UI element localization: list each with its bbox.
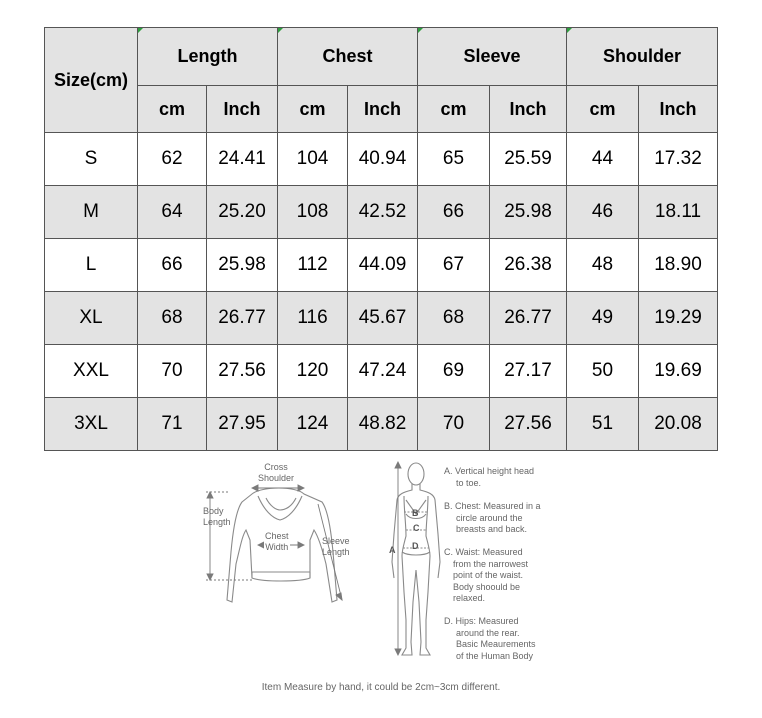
measurement-cell: 65 xyxy=(418,133,490,186)
measurement-cell: 71 xyxy=(138,398,207,451)
sleeve-header: Sleeve xyxy=(418,28,567,86)
measurement-cell: 108 xyxy=(278,186,348,239)
measurement-illustration xyxy=(0,452,762,682)
measurement-cell: 51 xyxy=(567,398,639,451)
measurement-cell: 25.20 xyxy=(207,186,278,239)
size-chart-table xyxy=(44,27,718,451)
measurement-cell: 42.52 xyxy=(348,186,418,239)
marker-c: C xyxy=(413,523,420,533)
height-measure-line xyxy=(395,462,401,655)
table-row xyxy=(45,186,718,239)
sleeve-length-label: Sleeve Length xyxy=(322,536,350,557)
body-length-label: Body Length xyxy=(203,506,231,527)
measurement-cell: 70 xyxy=(418,398,490,451)
table-row xyxy=(45,398,718,451)
length-header: Length xyxy=(138,28,278,86)
measurement-cell: 124 xyxy=(278,398,348,451)
unit-header: cm xyxy=(138,86,207,133)
measurement-cell: 104 xyxy=(278,133,348,186)
marker-a: A xyxy=(389,545,396,555)
size-cell: XL xyxy=(45,292,138,345)
measurement-cell: 19.69 xyxy=(639,345,718,398)
measurement-cell: 68 xyxy=(138,292,207,345)
measurement-cell: 27.56 xyxy=(490,398,567,451)
measurement-cell: 112 xyxy=(278,239,348,292)
chest-description: B. Chest: Measured in a circle around the breasts and back. xyxy=(444,501,541,534)
chest-header: Chest xyxy=(278,28,418,86)
unit-header: cm xyxy=(278,86,348,133)
human-body-drawing xyxy=(392,463,440,655)
table-row xyxy=(45,239,718,292)
measurement-guide xyxy=(0,452,762,718)
measurement-cell: 26.38 xyxy=(490,239,567,292)
measurement-cell: 69 xyxy=(418,345,490,398)
shoulder-header: Shoulder xyxy=(567,28,718,86)
measurement-cell: 68 xyxy=(418,292,490,345)
unit-header: cm xyxy=(567,86,639,133)
measurement-cell: 20.08 xyxy=(639,398,718,451)
measurement-cell: 25.98 xyxy=(207,239,278,292)
marker-b: B xyxy=(412,508,419,518)
cross-shoulder-label: Cross Shoulder xyxy=(258,462,295,483)
table-row xyxy=(45,133,718,186)
table-row xyxy=(45,292,718,345)
measurement-cell: 120 xyxy=(278,345,348,398)
measurement-cell: 62 xyxy=(138,133,207,186)
measurement-cell: 25.98 xyxy=(490,186,567,239)
measurement-cell: 27.95 xyxy=(207,398,278,451)
height-description: A. Vertical height head to toe. xyxy=(444,466,535,488)
unit-header: Inch xyxy=(348,86,418,133)
size-cell: L xyxy=(45,239,138,292)
hips-description: D. Hips: Measured around the rear. Basic Meaurements of the Human Body xyxy=(444,616,536,661)
unit-header: Inch xyxy=(490,86,567,133)
measurement-cell: 25.59 xyxy=(490,133,567,186)
marker-d: D xyxy=(412,541,419,551)
unit-header: Inch xyxy=(639,86,718,133)
measurement-cell: 19.29 xyxy=(639,292,718,345)
measurement-cell: 27.17 xyxy=(490,345,567,398)
measurement-cell: 48 xyxy=(567,239,639,292)
measurement-cell: 17.32 xyxy=(639,133,718,186)
unit-header: cm xyxy=(418,86,490,133)
measurement-cell: 50 xyxy=(567,345,639,398)
measurement-cell: 44.09 xyxy=(348,239,418,292)
size-cell: 3XL xyxy=(45,398,138,451)
measurement-cell: 49 xyxy=(567,292,639,345)
measurement-cell: 48.82 xyxy=(348,398,418,451)
measurement-cell: 47.24 xyxy=(348,345,418,398)
measurement-cell: 66 xyxy=(138,239,207,292)
measurement-cell: 26.77 xyxy=(207,292,278,345)
chest-width-label: Chest Width xyxy=(265,531,289,552)
measurement-cell: 46 xyxy=(567,186,639,239)
measurement-cell: 40.94 xyxy=(348,133,418,186)
measurement-cell: 24.41 xyxy=(207,133,278,186)
measurement-cell: 45.67 xyxy=(348,292,418,345)
measurement-cell: 26.77 xyxy=(490,292,567,345)
measurement-cell: 66 xyxy=(418,186,490,239)
measure-note: Item Measure by hand, it could be 2cm~3cm different. xyxy=(261,682,501,693)
measurement-cell: 44 xyxy=(567,133,639,186)
measurement-cell: 18.11 xyxy=(639,186,718,239)
measurement-cell: 64 xyxy=(138,186,207,239)
waist-description: C. Waist: Measured from the narrowest point of the waist. Body shoould be relaxed. xyxy=(444,547,529,603)
unit-header: Inch xyxy=(207,86,278,133)
size-cell: S xyxy=(45,133,138,186)
size-column-header: Size(cm) xyxy=(45,28,138,133)
measurement-cell: 116 xyxy=(278,292,348,345)
table-row xyxy=(45,345,718,398)
measurement-cell: 27.56 xyxy=(207,345,278,398)
size-cell: XXL xyxy=(45,345,138,398)
measurement-cell: 70 xyxy=(138,345,207,398)
size-cell: M xyxy=(45,186,138,239)
measurement-cell: 18.90 xyxy=(639,239,718,292)
measurement-cell: 67 xyxy=(418,239,490,292)
